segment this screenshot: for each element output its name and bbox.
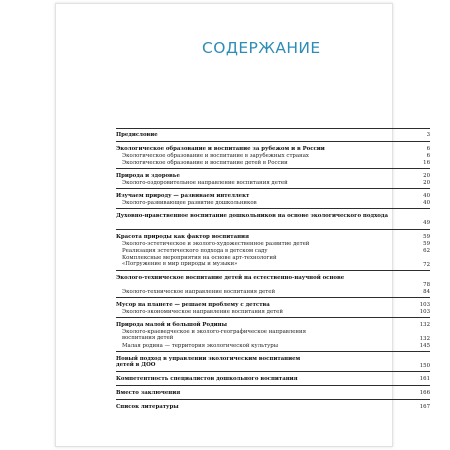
divider bbox=[116, 317, 430, 318]
toc-heading: СОДЕРЖАНИЕ bbox=[202, 39, 321, 57]
divider bbox=[116, 188, 430, 189]
toc-entry-page: 62 bbox=[423, 248, 430, 254]
toc-entry-page: 40 bbox=[423, 193, 430, 199]
toc-entry-page: 84 bbox=[423, 289, 430, 295]
divider bbox=[116, 141, 430, 142]
toc-entry-title: Малая родина — территория экологической культуры bbox=[122, 343, 278, 349]
toc-entry-page: 6 bbox=[426, 146, 430, 152]
toc-entry-title: Красота природы как фактор воспитания bbox=[116, 234, 250, 240]
divider bbox=[116, 270, 430, 271]
toc-entry-title: Вместо заключения bbox=[116, 390, 181, 396]
toc-entry-page: 20 bbox=[423, 180, 430, 186]
toc-entry-title: Экологическое образование и воспитание за рубежом и в России bbox=[116, 146, 325, 152]
toc-entry-title: Изучаем природу — развиваем интеллект bbox=[116, 193, 250, 199]
toc-entry-page: 161 bbox=[419, 376, 430, 382]
divider bbox=[116, 385, 430, 386]
divider bbox=[116, 128, 430, 129]
toc-entry-page: 59 bbox=[423, 234, 430, 240]
toc-entry-title: Экологическое образование и воспитание детей в России bbox=[122, 160, 288, 166]
toc-entry-title: Предисловие bbox=[116, 132, 158, 138]
divider bbox=[116, 168, 430, 169]
toc-entry-page: 145 bbox=[419, 343, 430, 349]
toc-entry-title: Природа малой и большой Родины bbox=[116, 322, 228, 328]
divider bbox=[116, 208, 430, 209]
toc-entry-title: Эколого-техническое направление воспитания детей bbox=[122, 289, 276, 295]
toc-entry-page: 78 bbox=[423, 282, 430, 288]
toc-entry-title: Эколого-краеведческое и эколого-географическое направления воспитания детей bbox=[122, 329, 307, 342]
toc-entry-title: Эколого-техническое воспитание детей на естественно-научной основе bbox=[116, 275, 345, 281]
toc-entry-page: 150 bbox=[419, 363, 430, 369]
toc-entry-page: 132 bbox=[419, 336, 430, 342]
toc-entry-page: 166 bbox=[419, 390, 430, 396]
toc-entry-title: Комплексные мероприятия на основе арт-технологий «Погружение в мир природы и музыки» bbox=[122, 255, 277, 268]
toc-entry-page: 49 bbox=[423, 220, 430, 226]
toc-entry-page: 20 bbox=[423, 173, 430, 179]
book-page bbox=[55, 3, 430, 447]
toc-entry-title: Природа и здоровье bbox=[116, 173, 180, 179]
toc-entry-title: Мусор на планете — решаем проблему с детства bbox=[116, 302, 270, 308]
toc-entry-title: Список литературы bbox=[116, 404, 179, 410]
divider bbox=[116, 399, 430, 400]
toc-entry-page: 167 bbox=[419, 404, 430, 410]
toc-entry-title: Новый подход в управлении экологическим воспитанием детей в ДОО bbox=[116, 356, 301, 369]
toc-entry-page: 103 bbox=[419, 309, 430, 315]
toc-entry-title: Компетентность специалистов дошкольного воспитания bbox=[116, 376, 298, 382]
toc-entry-title: Эколого-эстетическое и эколого-художественное развитие детей bbox=[122, 241, 310, 247]
toc-entry-title: Экологическое образование и воспитание в зарубежных странах bbox=[122, 153, 309, 159]
toc-entry-title: Эколого-экономическое направление воспитания детей bbox=[122, 309, 283, 315]
toc-entry-title: Эколого-развивающее развитие дошкольников bbox=[122, 200, 257, 206]
divider bbox=[116, 351, 430, 352]
divider bbox=[116, 371, 430, 372]
toc-entry-page: 3 bbox=[426, 132, 430, 138]
toc-entry-page: 6 bbox=[426, 153, 430, 159]
toc-entry-page: 103 bbox=[419, 302, 430, 308]
toc-entry-title: Эколого-оздоровительное направление воспитания детей bbox=[122, 180, 288, 186]
toc-entry-title: Реализация эстетического подхода в детском саду bbox=[122, 248, 268, 254]
toc-entry-page: 59 bbox=[423, 241, 430, 247]
toc-entry-page: 40 bbox=[423, 200, 430, 206]
toc-entry-page: 16 bbox=[423, 160, 430, 166]
toc-entry-page: 72 bbox=[423, 262, 430, 268]
divider bbox=[116, 229, 430, 230]
toc-entry-title: Духовно-нравственное воспитание дошкольников на основе экологического подхода bbox=[116, 213, 388, 219]
divider bbox=[116, 297, 430, 298]
toc-entry-page: 132 bbox=[419, 322, 430, 328]
